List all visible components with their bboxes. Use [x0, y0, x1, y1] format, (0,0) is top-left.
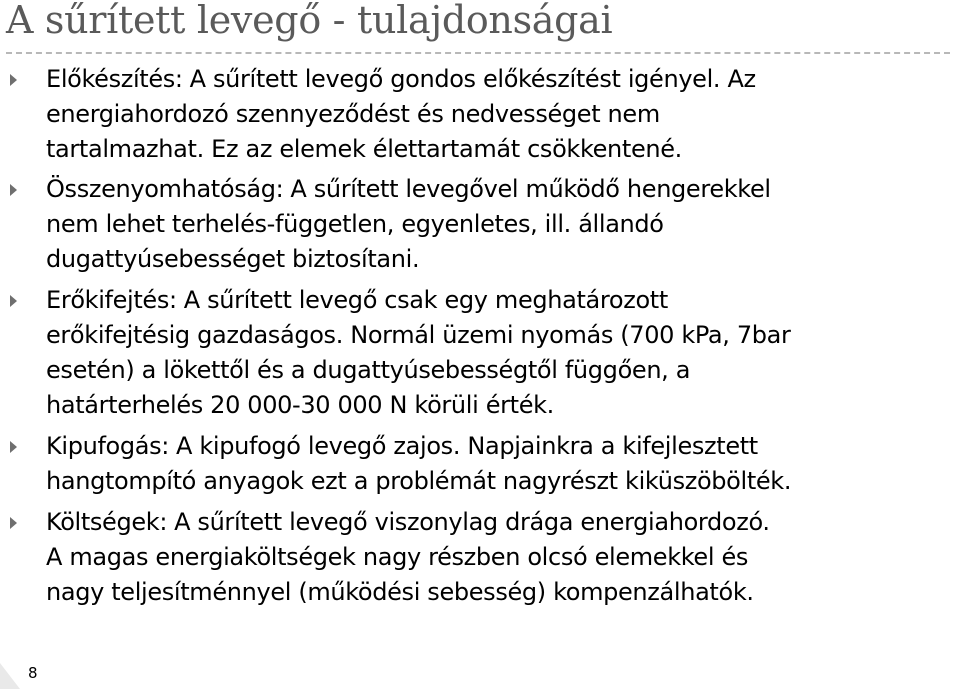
bullet-line: Előkészítés: A sűrített levegő gondos előkészítést igényel. Az: [46, 65, 756, 93]
bullet-label: Kipufogás:: [46, 432, 170, 460]
title-divider: [6, 52, 950, 54]
bullet-line: Összenyomhatóság: A sűrített levegővel működő hengerekkel: [46, 175, 771, 203]
bullet-item: [46, 505, 951, 610]
bullet-line: A magas energiaköltségek nagy részben olcsó elemekkel és: [46, 543, 749, 571]
page-number: 8: [28, 664, 38, 682]
bullet-item: [46, 283, 951, 423]
bullet-line: nagy teljesítménnyel (működési sebesség) kompenzálhatók.: [46, 578, 754, 606]
bullet-arrow-icon: [10, 441, 17, 453]
bullet-line: energiahordozó szennyeződést és nedvességet nem: [46, 100, 660, 128]
bullet-arrow-icon: [10, 184, 17, 196]
bullet-line: hangtompító anyagok ezt a problémát nagyrészt kiküszöbölték.: [46, 467, 792, 495]
bullet-line: határterhelés 20 000-30 000 N körüli érték.: [46, 391, 554, 419]
corner-decoration: [0, 663, 20, 689]
bullet-line: esetén) a lökettől és a dugattyúsebességtől függően, a: [46, 356, 691, 384]
bullet-label: Költségek:: [46, 508, 168, 536]
bullet-item: [46, 62, 951, 167]
bullet-label: Előkészítés:: [46, 65, 183, 93]
bullet-line: Erőkifejtés: A sűrített levegő csak egy meghatározott: [46, 286, 668, 314]
slide-title: A sűrített levegő - tulajdonságai: [6, 0, 613, 42]
bullet-line: nem lehet terhelés-független, egyenletes, ill. állandó: [46, 210, 664, 238]
bullet-arrow-icon: [10, 74, 17, 86]
bullet-line: erőkifejtésig gazdaságos. Normál üzemi nyomás (700 kPa, 7bar: [46, 321, 791, 349]
bullet-line: tartalmazhat. Ez az elemek élettartamát csökkentené.: [46, 135, 682, 163]
bullet-arrow-icon: [10, 295, 17, 307]
bullet-item: [46, 172, 951, 277]
bullet-label: Erőkifejtés:: [46, 286, 177, 314]
bullet-line: dugattyúsebességet biztosítani.: [46, 245, 420, 273]
bullet-line: Kipufogás: A kipufogó levegő zajos. Napjainkra a kifejlesztett: [46, 432, 758, 460]
bullet-line: Költségek: A sűrített levegő viszonylag drága energiahordozó.: [46, 508, 770, 536]
bullet-item: [46, 429, 951, 499]
bullet-label: Összenyomhatóság:: [46, 175, 284, 203]
bullet-arrow-icon: [10, 517, 17, 529]
